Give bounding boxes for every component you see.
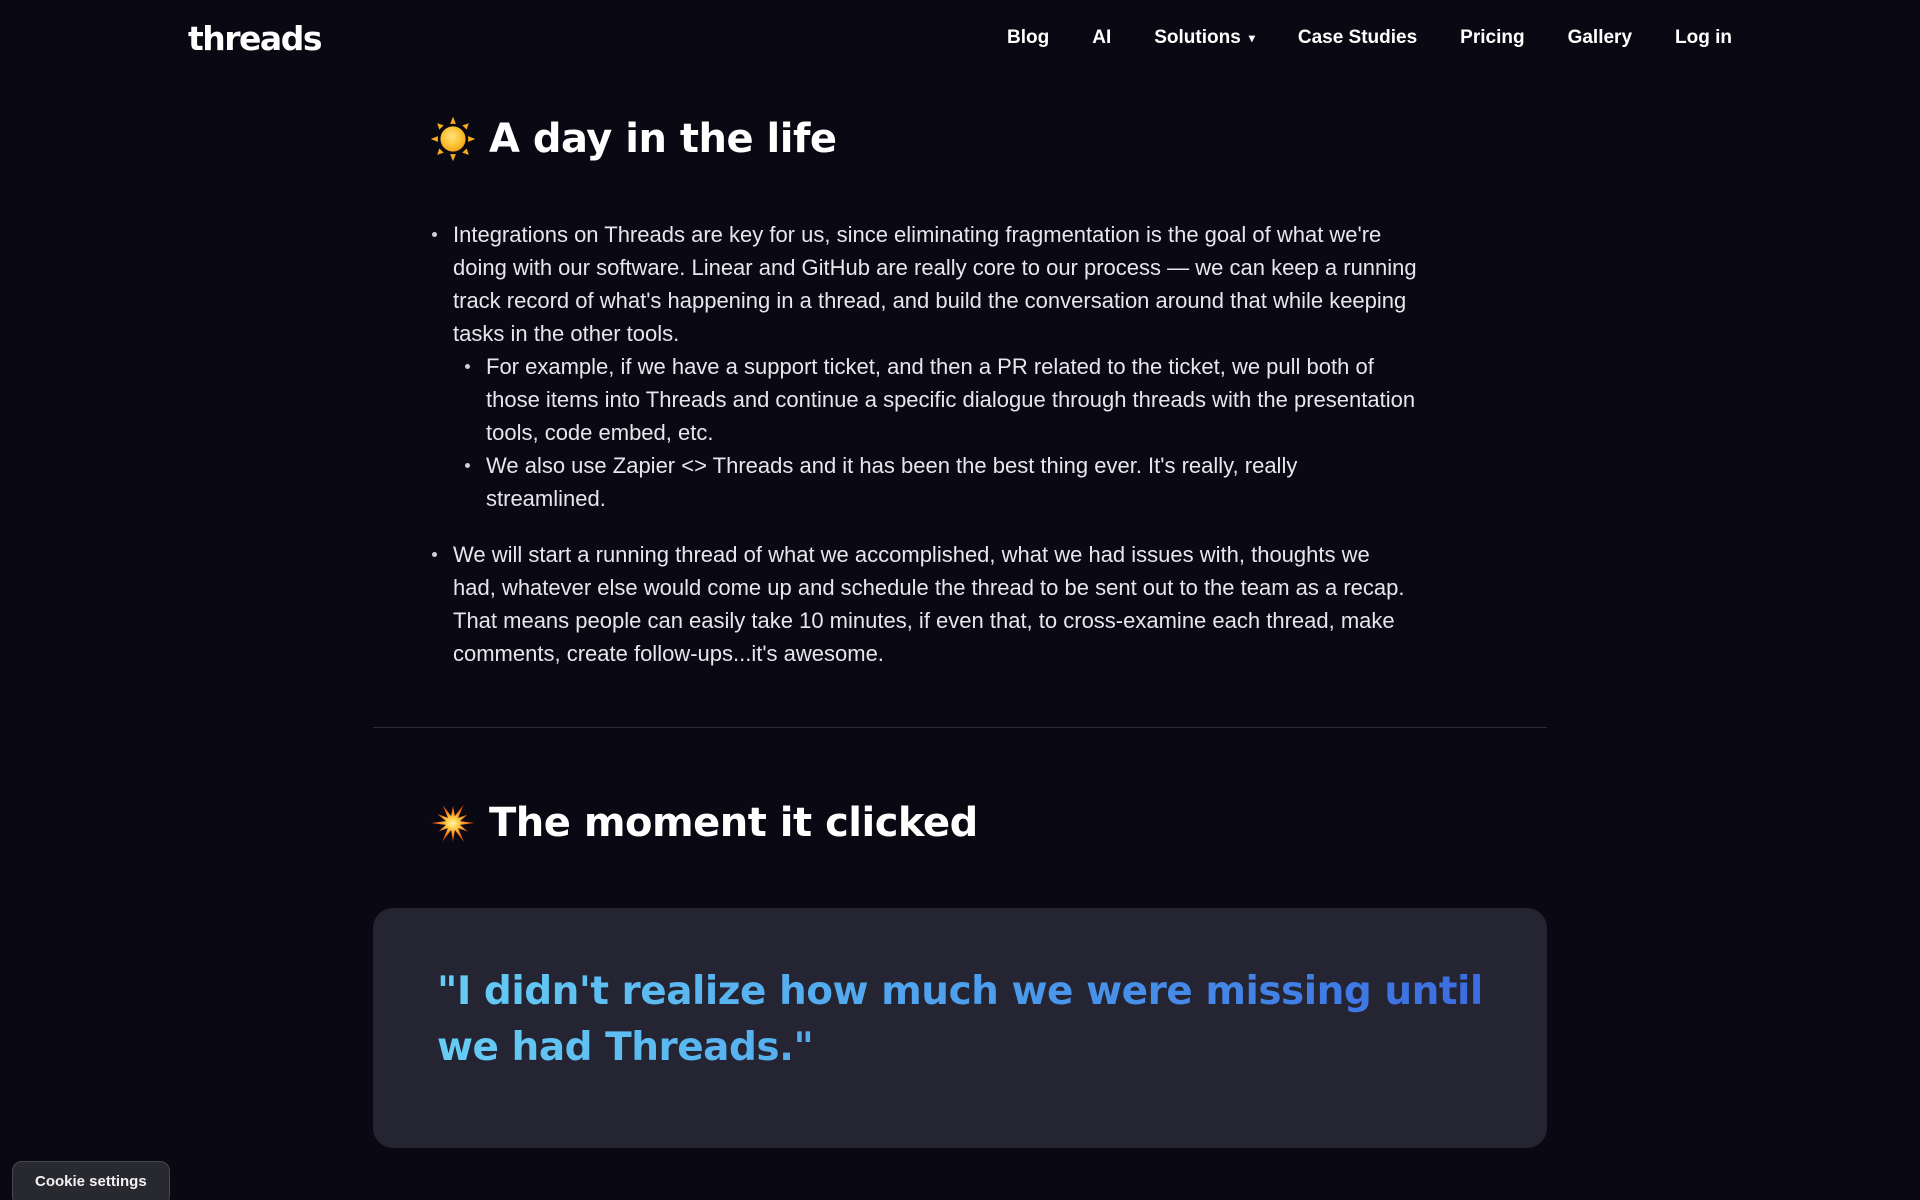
list-item <box>463 449 1418 515</box>
quote-text: "I didn't realize how much we were missing until we had Threads." <box>437 964 1483 1076</box>
bullet-dot <box>432 552 437 557</box>
nav-item-solutions-label: Solutions <box>1154 27 1241 48</box>
top-nav-bar <box>0 0 1920 76</box>
nav-item-gallery[interactable] <box>1568 27 1632 49</box>
nav-item-gallery-label: Gallery <box>1567 27 1633 48</box>
nav-item-login-label: Log in <box>1675 27 1732 48</box>
nav-item-case-studies[interactable] <box>1298 27 1417 49</box>
nav-item-login[interactable] <box>1675 27 1732 49</box>
bullet-dot <box>465 364 470 369</box>
section-heading-moment-clicked <box>430 800 1547 846</box>
bullet-text: Integrations on Threads are key for us, since eliminating fragmentation is the goal of what we're doing with our software. Linear and GitHub are really core to our process — we can keep a running track record of what's happening in a thread, and build the conversation around that while keeping tasks in the other tools. <box>453 222 1417 346</box>
bullet-text: For example, if we have a support ticket, and then a PR related to the ticket, we pull both of those items into Threads and continue a specific dialogue through threads with the presentation tools, code embed, etc. <box>486 354 1416 445</box>
collision-icon <box>430 800 476 846</box>
list-item <box>463 350 1418 449</box>
nav-item-pricing[interactable] <box>1460 27 1524 49</box>
chevron-down-icon: ▾ <box>1248 31 1255 45</box>
main-nav <box>1007 27 1732 49</box>
nav-item-ai-label: AI <box>1092 27 1112 48</box>
list-item <box>430 538 1418 670</box>
nav-item-solutions[interactable] <box>1154 27 1255 49</box>
nested-bullet-list <box>463 350 1418 515</box>
nav-item-ai[interactable] <box>1092 27 1111 49</box>
list-item <box>430 218 1418 515</box>
day-in-life-bullet-list <box>430 218 1547 670</box>
threads-logo[interactable]: threads <box>188 18 321 58</box>
nav-item-blog-label: Blog <box>1007 27 1050 48</box>
section-title-moment-clicked: The moment it clicked <box>489 800 978 846</box>
quote-card <box>373 908 1547 1148</box>
bullet-dot <box>465 463 470 468</box>
bullet-text: We will start a running thread of what we accomplished, what we had issues with, thoughts we had, whatever else would come up and schedule the thread to be sent out to the team as a recap. That means people can easily take 10 minutes, if even that, to cross-examine each thread, make comments, create follow-ups...it's awesome. <box>453 542 1405 666</box>
sun-icon <box>430 116 476 162</box>
section-title-day-in-life: A day in the life <box>489 116 837 162</box>
section-heading-day-in-life <box>430 116 1547 162</box>
bullet-dot <box>432 232 437 237</box>
case-study-content <box>373 76 1547 1148</box>
nav-item-pricing-label: Pricing <box>1460 27 1525 48</box>
nav-item-blog[interactable] <box>1007 27 1049 49</box>
cookie-settings-button[interactable]: Cookie settings <box>12 1161 170 1200</box>
bullet-text: We also use Zapier <> Threads and it has been the best thing ever. It's really, really streamlined. <box>486 453 1298 511</box>
section-divider <box>373 727 1547 728</box>
nav-item-case-studies-label: Case Studies <box>1297 27 1418 48</box>
